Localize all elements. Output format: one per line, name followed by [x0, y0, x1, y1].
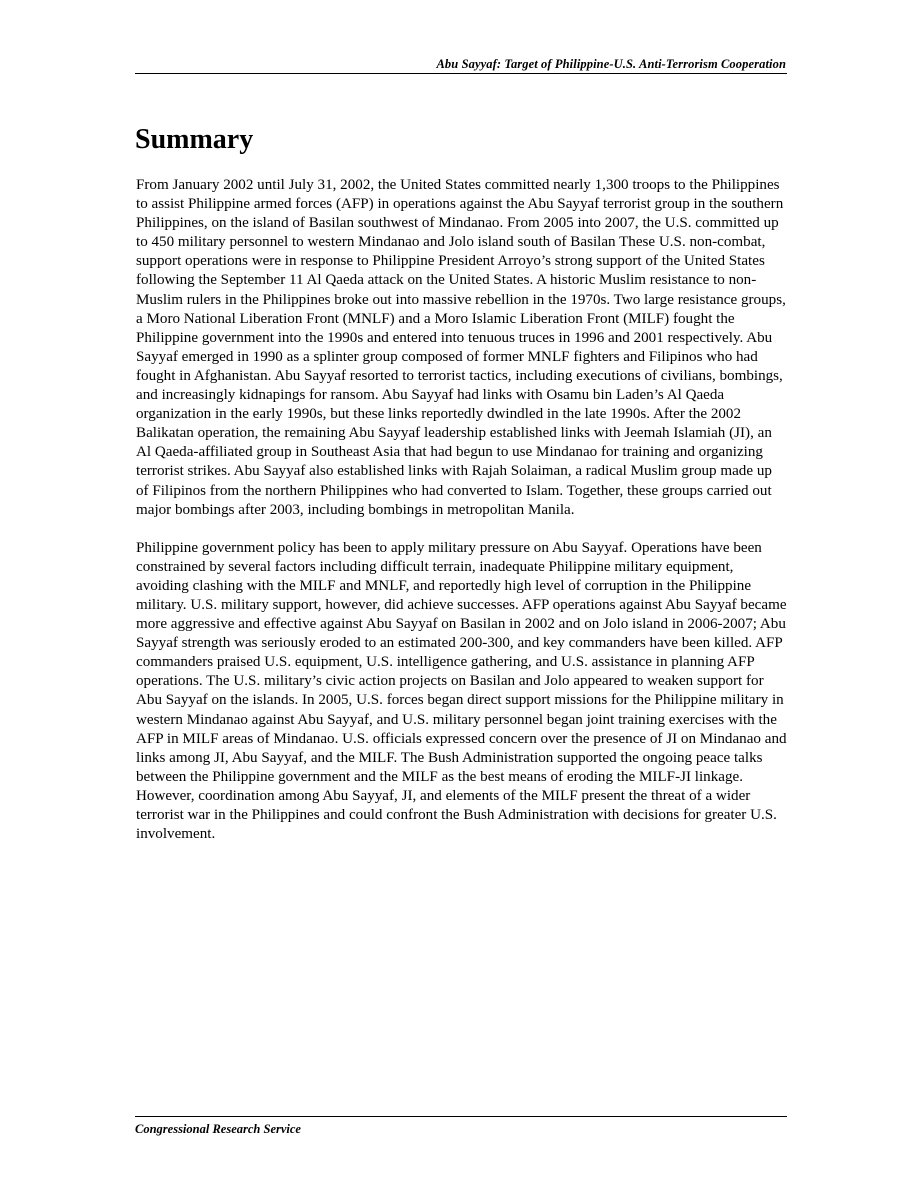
summary-body — [136, 176, 788, 863]
header-rule — [135, 73, 787, 74]
section-heading: Summary — [135, 124, 254, 155]
footer-publisher: Congressional Research Service — [135, 1122, 301, 1136]
summary-paragraph-1: From January 2002 until July 31, 2002, the United States committed nearly 1,300 troops to the Philippines to assist Philippine armed forces (AFP) in operations against the Abu Sayyaf terrorist group in the southern Philippines, on the island of Basilan southwest of Mindanao. From 2005 into 2007, the U.S. committed up to 450 military personnel to western Mindanao and Jolo island south of Basilan These U.S. non-combat, support operations were in response to Philippine President Arroyo’s strong support of the United States following the September 11 Al Qaeda attack on the United States. A historic Muslim resistance to non-Muslim rulers in the Philippines broke out into massive rebellion in the 1970s. Two large resistance groups, a Moro National Liberation Front (MNLF) and a Moro Islamic Liberation Front (MILF) fought the Philippine government into the 1990s and entered into tenuous truces in 1996 and 2001 respectively. Abu Sayyaf emerged in 1990 as a splinter group composed of former MNLF fighters and Filipinos who had fought in Afghanistan. Abu Sayyaf resorted to terrorist tactics, including executions of civilians, bombings, and increasingly kidnapings for ransom. Abu Sayyaf had links with Osamu bin Laden’s Al Qaeda organization in the early 1990s, but these links reportedly dwindled in the late 1990s. After the 2002 Balikatan operation, the remaining Abu Sayyaf leadership established links with Jeemah Islamiah (JI), an Al Qaeda-affiliated group in Southeast Asia that had begun to use Mindanao for training and organizing terrorist strikes. Abu Sayyaf also established links with Rajah Solaiman, a radical Muslim group made up of Filipinos from the northern Philippines who had converted to Islam. Together, these groups carried out major bombings after 2003, including bombings in metropolitan Manila. — [136, 177, 786, 518]
running-header: Abu Sayyaf: Target of Philippine-U.S. Anti-Terrorism Cooperation — [436, 57, 786, 71]
summary-paragraph-2: Philippine government policy has been to apply military pressure on Abu Sayyaf. Operations have been constrained by several factors including difficult terrain, inadequate Philippine military equipment, avoiding clashing with the MILF and MNLF, and reportedly high level of corruption in the Philippine military. U.S. military support, however, did achieve successes. AFP operations against Abu Sayyaf became more aggressive and effective against Abu Sayyaf on Basilan in 2002 and on Jolo island in 2006-2007; Abu Sayyaf strength was seriously eroded to an estimated 200-300, and key commanders have been killed. AFP commanders praised U.S. equipment, U.S. intelligence gathering, and U.S. assistance in planning AFP operations. The U.S. military’s civic action projects on Basilan and Jolo appeared to weaken support for Abu Sayyaf on the islands. In 2005, U.S. forces began direct support missions for the Philippine military in western Mindanao against Abu Sayyaf, and U.S. military personnel began joint training exercises with the AFP in MILF areas of Mindanao. U.S. officials expressed concern over the presence of JI on Mindanao and links among JI, Abu Sayyaf, and the MILF. The Bush Administration supported the ongoing peace talks between the Philippine government and the MILF as the best means of eroding the MILF-JI linkage. However, coordination among Abu Sayyaf, JI, and elements of the MILF present the threat of a wider terrorist war in the Philippines and could confront the Bush Administration with decisions for greater U.S. involvement. — [136, 539, 787, 843]
footer-rule — [135, 1116, 787, 1117]
